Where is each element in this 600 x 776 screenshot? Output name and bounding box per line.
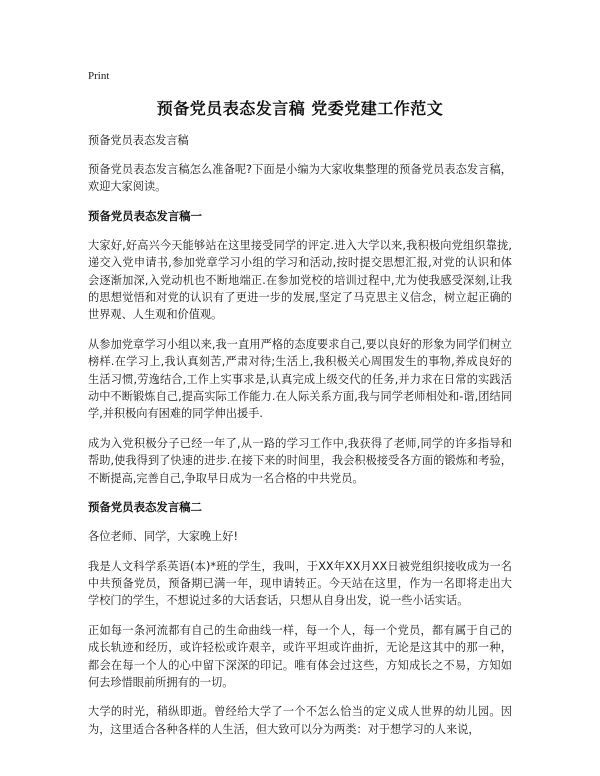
section2-paragraph-1: 各位老师、同学，大家晚上好!	[88, 530, 238, 544]
document-title: 预备党员表态发言稿 党委党建工作范文	[156, 99, 444, 118]
section-heading-1: 预备党员表态发言稿一	[88, 208, 202, 223]
section1-paragraph-2: 从参加党章学习小组以来,我一直用严格的态度要求自己,要以良好的形象为同学们树立榜样.在学习上,我认真刻苦,严肃对待;生活上,我积极关心周围发生的事物,养成良好的生活习惯,劳逸结合,工作上实事求是,认真完成上级交代的任务,并力求在日常的实践活动中不断锻炼自己,提高实际工作能力.在人际关系方面,我与同学老师相处和-谐,团结同学,并积极向有困难的同学伸出援手.	[88, 337, 512, 421]
document-body	[88, 132, 512, 750]
print-label[interactable]: Print	[88, 70, 110, 82]
section-heading-2: 预备党员表态发言稿二	[88, 500, 202, 515]
section1-paragraph-3: 成为入党积极分子已经一年了,从一路的学习工作中,我获得了老师,同学的许多指导和帮助,使我得到了快速的进步.在接下来的时间里，我会积极接受各方面的锻炼和考验，不断提高,完善自己,争取早日成为一名合格的中共党员。	[88, 436, 512, 485]
document-subtitle: 预备党员表态发言稿	[88, 134, 189, 147]
section1-paragraph-1: 大家好,好高兴今天能够站在这里接受同学的评定.进入大学以来,我积极向党组织靠拢,递交入党申请书,参加党章学习小组的学习和活动,按时提交思想汇报,对党的认识和体会逐渐加深,入党动机也不断地端正.在参加党校的培训过程中,尤为使我感受深刻,让我的思想觉悟和对党的认识有了更进一步的发展,坚定了马克思主义信念，树立起正确的世界观、人生观和价值观。	[88, 238, 512, 322]
section2-paragraph-3: 正如每一条河流都有自己的生命曲线一样，每一个人，每一个党员，都有属于自己的成长轨迹和经历，或许轻松或许艰辛，或许平坦或许曲折，无论是这其中的那一种，都会在每一个人的心中留下深深的印记。唯有体会过这些，方知成长之不易，方知如何去珍惜眼前所拥有的一切。	[88, 623, 512, 689]
intro-paragraph: 预备党员表态发言稿怎么准备呢?下面是小编为大家收集整理的预备党员表态发言稿，欢迎大家阅读。	[88, 163, 512, 194]
section2-paragraph-2: 我是人文科学系英语(本)*班的学生，我叫，于XX年XX月XX日被党组织接收成为一名中共预备党员，预备期已满一年，现申请转正。今天站在这里，作为一名即将走出大学校门的学生，不想说过多的大话套话，只想从自身出发，说一些小话实话。	[88, 559, 512, 608]
section2-paragraph-4: 大学的时光，稍纵即逝。曾经给大学了一个不怎么恰当的定义成人世界的幼儿园。因为，这里适合各种各样的人生活，但大致可以分为两类：对于想学习的人来说，	[88, 705, 512, 736]
